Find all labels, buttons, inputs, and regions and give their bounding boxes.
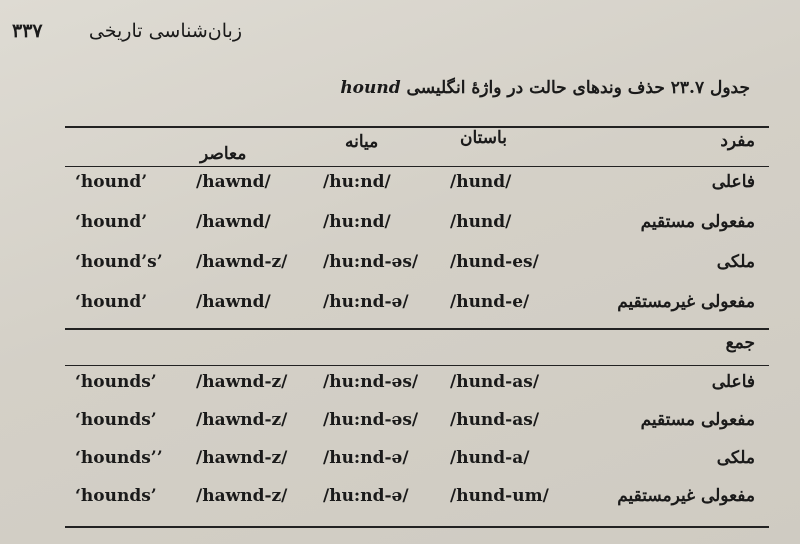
- old-form: /hund-e/: [450, 292, 530, 312]
- table-caption-word: hound: [340, 78, 401, 98]
- case-label: مفعولی مستقیم: [640, 410, 755, 430]
- middle-form: /hu:nd-ə/: [323, 486, 409, 506]
- case-label: مفعولی مستقیم: [640, 212, 755, 232]
- case-label: ملکی: [716, 252, 755, 272]
- middle-form: /hu:nd-əs/: [323, 372, 419, 392]
- table-caption: [340, 78, 750, 98]
- english-form: ‘hounds’: [75, 410, 157, 430]
- table-caption-text: جدول ۲۳.۷ حذف وندهای حالت در واژهٔ انگلیسی: [406, 78, 750, 98]
- table-top-rule: [65, 126, 769, 128]
- book-title: زبان‌شناسی تاریخی: [88, 20, 242, 42]
- middle-form: /hu:nd-əs/: [323, 410, 419, 430]
- case-label: ملکی: [716, 448, 755, 468]
- english-form: ‘hounds’: [75, 372, 157, 392]
- modern-form: /hawnd-z/: [196, 372, 288, 392]
- old-form: /hund-as/: [450, 372, 540, 392]
- english-form: ‘hound’s’: [75, 252, 163, 272]
- english-form: ‘hound’: [75, 292, 148, 312]
- modern-form: /hawnd/: [196, 172, 271, 192]
- header-rule: [65, 166, 769, 167]
- plural-label: جمع: [725, 333, 755, 353]
- case-label: فاعلی: [711, 372, 755, 392]
- modern-form: /hawnd/: [196, 292, 271, 312]
- header-singular: مفرد: [720, 131, 755, 151]
- old-form: /hund-a/: [450, 448, 530, 468]
- english-form: ‘hound’: [75, 212, 148, 232]
- old-form: /hund-es/: [450, 252, 539, 272]
- middle-form: /hu:nd/: [323, 212, 391, 232]
- table-bottom-rule: [65, 526, 769, 528]
- case-label: فاعلی: [711, 172, 755, 192]
- modern-form: /hawnd/: [196, 212, 271, 232]
- middle-form: /hu:nd-ə/: [323, 292, 409, 312]
- header-modern: معاصر: [200, 144, 247, 164]
- running-head: [12, 20, 242, 42]
- old-form: /hund/: [450, 212, 512, 232]
- old-form: /hund-as/: [450, 410, 540, 430]
- header-middle: میانه: [345, 132, 379, 152]
- plural-rule: [65, 365, 769, 366]
- old-form: /hund/: [450, 172, 512, 192]
- modern-form: /hawnd-z/: [196, 448, 288, 468]
- english-form: ‘hound’: [75, 172, 148, 192]
- case-label: مفعولی غیرمستقیم: [617, 486, 755, 506]
- modern-form: /hawnd-z/: [196, 410, 288, 430]
- english-form: ‘hounds’’: [75, 448, 163, 468]
- middle-form: /hu:nd/: [323, 172, 391, 192]
- page-number: ۳۳۷: [12, 20, 43, 42]
- modern-form: /hawnd-z/: [196, 252, 288, 272]
- header-old: باستان: [460, 128, 507, 148]
- old-form: /hund-um/: [450, 486, 549, 506]
- middle-form: /hu:nd-əs/: [323, 252, 419, 272]
- case-label: مفعولی غیرمستقیم: [617, 292, 755, 312]
- modern-form: /hawnd-z/: [196, 486, 288, 506]
- section-rule: [65, 328, 769, 330]
- english-form: ‘hounds’: [75, 486, 157, 506]
- middle-form: /hu:nd-ə/: [323, 448, 409, 468]
